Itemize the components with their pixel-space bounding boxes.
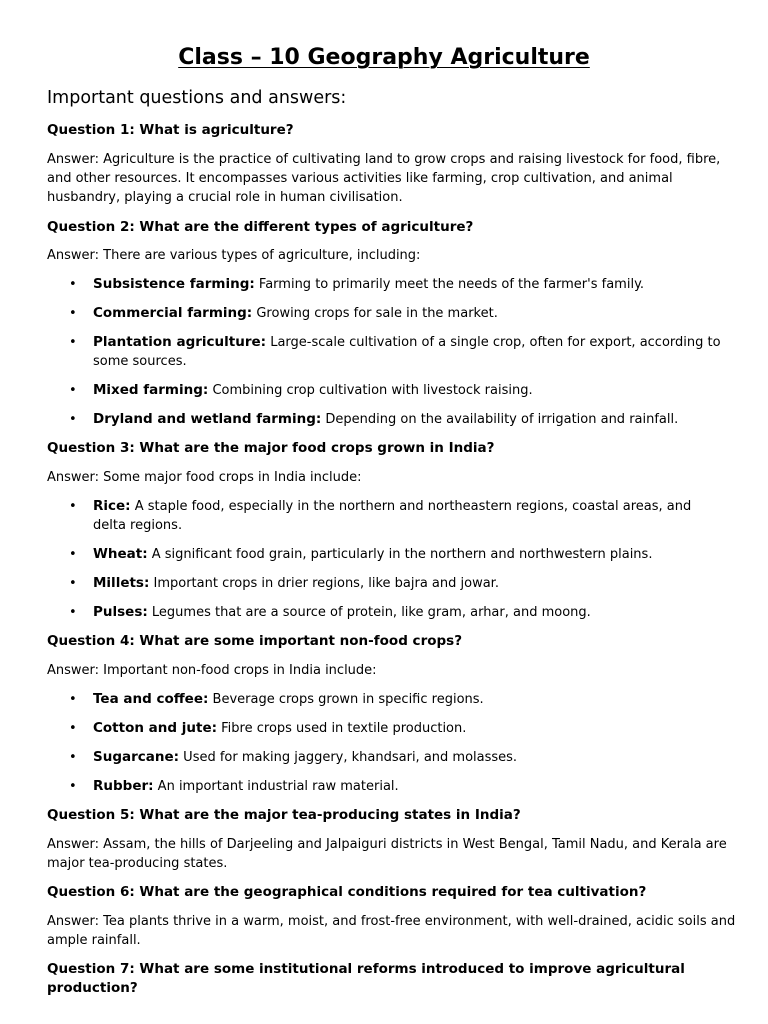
bullet-icon: • [69,412,77,427]
answer-6: Answer: Tea plants thrive in a warm, moist, and frost-free environment, with well-drained, acidic soils and ample rainfall. [47,914,736,948]
list-item-text: Growing crops for sale in the market. [252,306,498,321]
list-item-term: Cotton and jute: [93,720,218,736]
answer-1: Answer: Agriculture is the practice of cultivating land to grow crops and raising livestock for food, fibre, and other resources. It encompasses various activities like farming, crop cultivation, and animal husbandry, playing a crucial role in human civilisation. [47,152,721,205]
list-item-text: Legumes that are a source of protein, like gram, arhar, and moong. [147,605,591,620]
list-item-term: Rice: [93,498,131,514]
bullet-icon: • [69,605,77,620]
answer-4: Answer: Important non-food crops in India include: [47,663,377,678]
list-item-term: Pulses: [93,604,148,620]
list-item-text: Important crops in drier regions, like bajra and jowar. [149,576,499,591]
page-subtitle: Important questions and answers: [47,88,347,108]
question-7: Question 7: What are some institutional reforms introduced to improve agricultural production? [47,961,685,996]
list-item-text: Depending on the availability of irrigation and rainfall. [321,412,679,427]
bullet-icon: • [69,721,77,736]
question-6: Question 6: What are the geographical conditions required for tea cultivation? [47,884,647,900]
list-item-term: Subsistence farming: [93,276,255,292]
page-title: Class – 10 Geography Agriculture [178,45,590,70]
bullet-icon: • [69,692,77,707]
list-item-text: Beverage crops grown in specific regions. [208,692,484,707]
list-item-text: A significant food grain, particularly in the northern and northwestern plains. [147,547,653,562]
list-item-text: Large-scale cultivation of a single crop, often for export, according to some sources. [93,335,721,369]
answer-2: Answer: There are various types of agriculture, including: [47,248,421,263]
bullet-icon: • [69,750,77,765]
list-item-term: Sugarcane: [93,749,180,765]
list-item-text: Farming to primarily meet the needs of the farmer's family. [254,277,645,292]
bullet-icon: • [69,306,77,321]
list-item-text: Combining crop cultivation with livestock raising. [208,383,533,398]
question-1: Question 1: What is agriculture? [47,122,294,138]
list-item-term: Plantation agriculture: [93,334,267,350]
answer-3: Answer: Some major food crops in India include: [47,470,362,485]
answer-5: Answer: Assam, the hills of Darjeeling and Jalpaiguri districts in West Bengal, Tamil Nadu, and Kerala are major tea-producing states. [47,837,727,871]
question-3: Question 3: What are the major food crops grown in India? [47,440,495,456]
bullet-icon: • [69,547,77,562]
list-item-term: Commercial farming: [93,305,253,321]
bullet-icon: • [69,499,77,514]
bullet-icon: • [69,576,77,591]
list-item-text: Fibre crops used in textile production. [217,721,467,736]
list-item-term: Wheat: [93,546,148,562]
question-4: Question 4: What are some important non-food crops? [47,633,463,649]
bullet-icon: • [69,383,77,398]
question-5: Question 5: What are the major tea-producing states in India? [47,807,521,823]
bullet-icon: • [69,779,77,794]
list-item-term: Tea and coffee: [93,691,209,707]
list-item-text: An important industrial raw material. [153,779,399,794]
list-item-term: Rubber: [93,778,154,794]
list-item-term: Dryland and wetland farming: [93,411,322,427]
list-item-term: Mixed farming: [93,382,209,398]
question-2: Question 2: What are the different types of agriculture? [47,219,474,235]
list-item-text: Used for making jaggery, khandsari, and molasses. [179,750,518,765]
bullet-icon: • [69,335,77,350]
list-item-text: A staple food, especially in the northern and northeastern regions, coastal areas, and delta regions. [93,499,692,533]
list-item-term: Millets: [93,575,150,591]
bullet-icon: • [69,277,77,292]
